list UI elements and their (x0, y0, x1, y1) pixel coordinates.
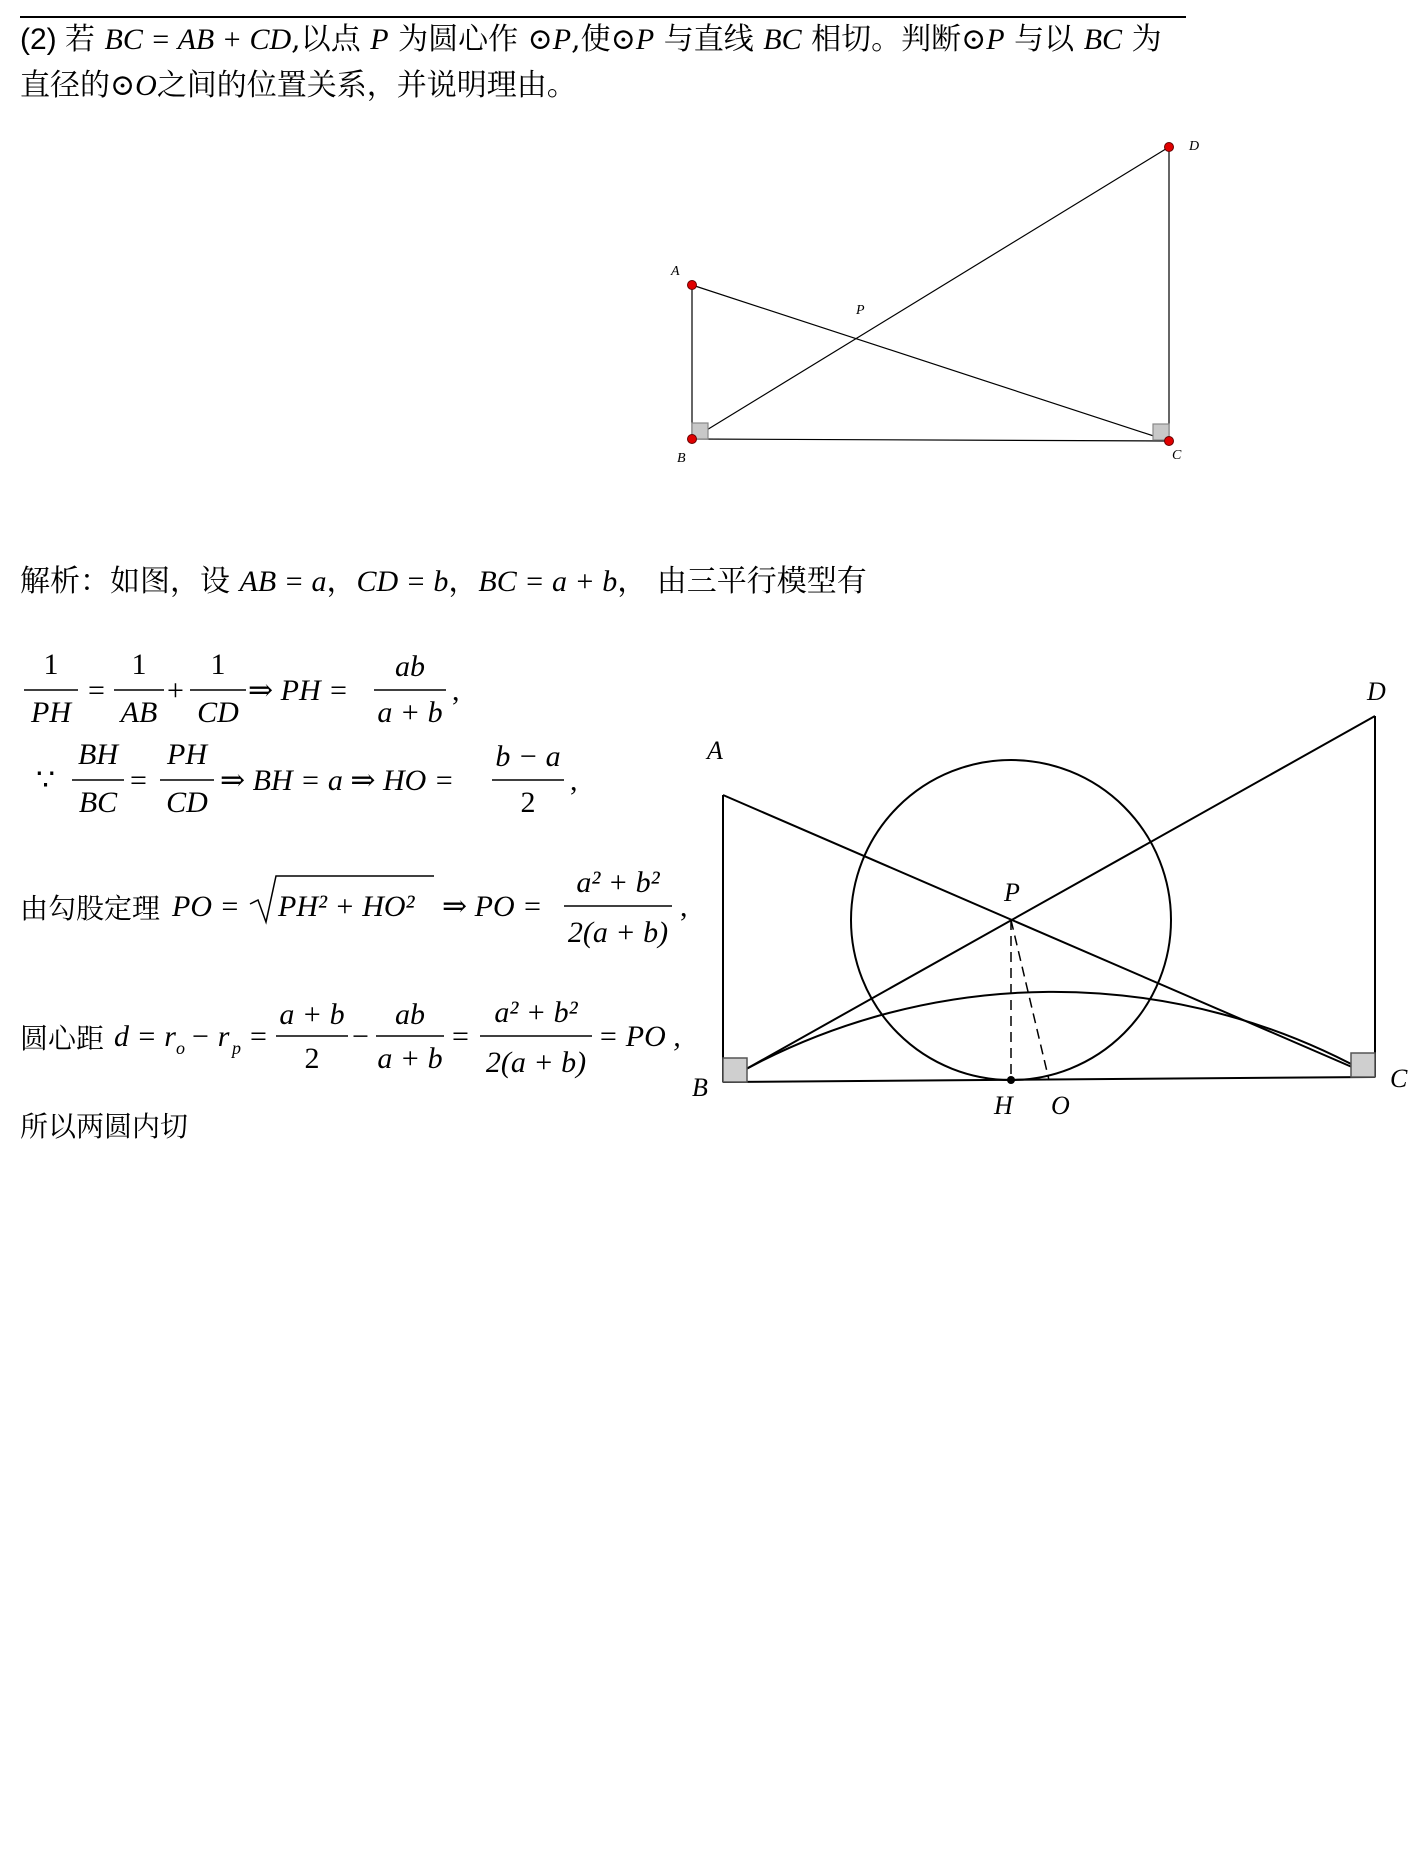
comma: , (452, 674, 460, 707)
fraction-denominator: 2 (520, 786, 536, 819)
label-h: H (994, 1091, 1013, 1120)
lhs-expression: d = r (114, 1020, 176, 1053)
solution-text: ， 由三平行模型有 (617, 564, 867, 599)
label-a: A (707, 736, 723, 765)
figure-1-labels (670, 139, 1199, 466)
conclusion: 所以两圆内切 (20, 1110, 189, 1143)
lhs-expression: PO = (172, 890, 240, 923)
fraction-numerator: ab (395, 650, 425, 683)
fraction-numerator: BH (78, 738, 118, 771)
segment-bc (692, 439, 1169, 441)
fraction-denominator: 2(a + b) (485, 1046, 587, 1079)
circle-p-symbol: ⊙P (961, 23, 1005, 56)
fraction-numerator: ab (395, 998, 425, 1031)
equals-sign: = (130, 764, 147, 797)
question-text: 之间的位置关系，并说明理由。 (156, 68, 577, 103)
equation-3 (20, 866, 688, 949)
question-text: 与以 (1014, 22, 1075, 57)
point-h (1007, 1076, 1015, 1084)
solution-text: ， (448, 564, 479, 599)
fraction-numerator: PH (167, 738, 207, 771)
label-o: O (1051, 1091, 1070, 1120)
circle-o-symbol: ⊙O (110, 69, 157, 102)
solution-text: ， (326, 564, 357, 599)
label-c: C (1172, 448, 1182, 463)
comma: , (570, 764, 578, 797)
point-b (688, 435, 697, 444)
label-b: B (677, 451, 686, 466)
label-p: P (1004, 878, 1020, 907)
segment-bc-label: BC (1083, 23, 1123, 56)
right-angle-b (723, 1058, 747, 1082)
equals-sign: = (452, 1020, 469, 1053)
because-symbol: ∵ (36, 764, 56, 797)
implies-expression: ⇒ BH = a ⇒ HO = (220, 764, 455, 797)
semicircle-o (723, 992, 1375, 1082)
fraction-denominator: 2(a + b) (567, 916, 669, 949)
sqrt-body: PH² + HO² (278, 890, 415, 923)
solution-text: 圆心距 (20, 1024, 105, 1055)
point-p-label: P (370, 23, 389, 56)
circle-p-symbol: ⊙P (527, 23, 572, 56)
question-text: 为 (1131, 22, 1162, 57)
figure-1-points (688, 143, 1174, 446)
question-text: ,以点 (291, 22, 361, 57)
solution-math: CD = b (356, 565, 449, 598)
segment-ac (692, 285, 1169, 441)
question-text: ,使 (571, 22, 611, 57)
segment-po (1011, 920, 1049, 1080)
equals-po: = PO , (598, 1020, 681, 1053)
fraction-denominator: 2 (304, 1042, 320, 1075)
subscript-o: o (176, 1038, 185, 1058)
comma: , (680, 890, 688, 923)
fraction-denominator: PH (31, 696, 71, 729)
question-text: 相切。判断 (811, 22, 962, 57)
minus-r: − r (190, 1020, 230, 1053)
label-c: C (1390, 1064, 1408, 1093)
equals-sign: = (88, 674, 105, 707)
segment-bd (692, 147, 1169, 439)
fraction-denominator: BC (78, 786, 118, 819)
fraction-denominator: CD (166, 786, 208, 819)
figure-1 (692, 147, 1169, 441)
label-b: B (692, 1073, 708, 1102)
fraction-numerator: a² + b² (494, 996, 578, 1029)
label-d: D (1189, 139, 1200, 154)
circle-p-symbol: ⊙P (610, 23, 655, 56)
point-a (688, 281, 697, 290)
label-d: D (1367, 677, 1386, 706)
label-p: P (856, 303, 865, 318)
point-c (1165, 437, 1174, 446)
fraction-numerator: a² + b² (576, 866, 660, 899)
implies-expression: ⇒ PO = (442, 890, 543, 923)
minus-sign: − (352, 1020, 369, 1053)
label-a: A (671, 264, 680, 279)
segment-bd (723, 716, 1375, 1082)
fraction-numerator: b − a (495, 740, 561, 773)
fraction-numerator: 1 (131, 648, 147, 681)
equation-4 (20, 996, 681, 1079)
plus-sign: + (167, 674, 184, 707)
fraction-denominator: a + b (377, 696, 443, 729)
segment-bc-label: BC (763, 23, 802, 56)
fraction-numerator: a + b (279, 998, 345, 1031)
equation-1 (24, 648, 460, 729)
equals-sign: = (250, 1020, 267, 1053)
fraction-denominator: CD (197, 696, 239, 729)
solution-math: AB = a (239, 565, 327, 598)
right-angle-c (1351, 1053, 1375, 1077)
fraction-numerator: 1 (43, 648, 59, 681)
question-equation: BC = AB + CD (104, 23, 292, 56)
question-text: 直径的 (20, 68, 110, 103)
fraction-numerator: 1 (210, 648, 226, 681)
equation-2 (36, 738, 578, 819)
solution-math: BC = a + b (478, 565, 618, 598)
implies-expression: ⇒ PH = (248, 674, 349, 707)
subscript-p: p (232, 1038, 241, 1058)
fraction-denominator: AB (120, 696, 158, 729)
solution-text: 由勾股定理 (20, 894, 161, 925)
point-d (1165, 143, 1174, 152)
question-text: 与直线 (663, 22, 754, 57)
question-text: 为圆心作 (398, 22, 519, 57)
fraction-denominator: a + b (377, 1042, 443, 1075)
figure-2 (723, 716, 1375, 1082)
solution-text: 解析：如图，设 (20, 564, 230, 599)
question-prefix: (2) 若 (20, 23, 95, 56)
